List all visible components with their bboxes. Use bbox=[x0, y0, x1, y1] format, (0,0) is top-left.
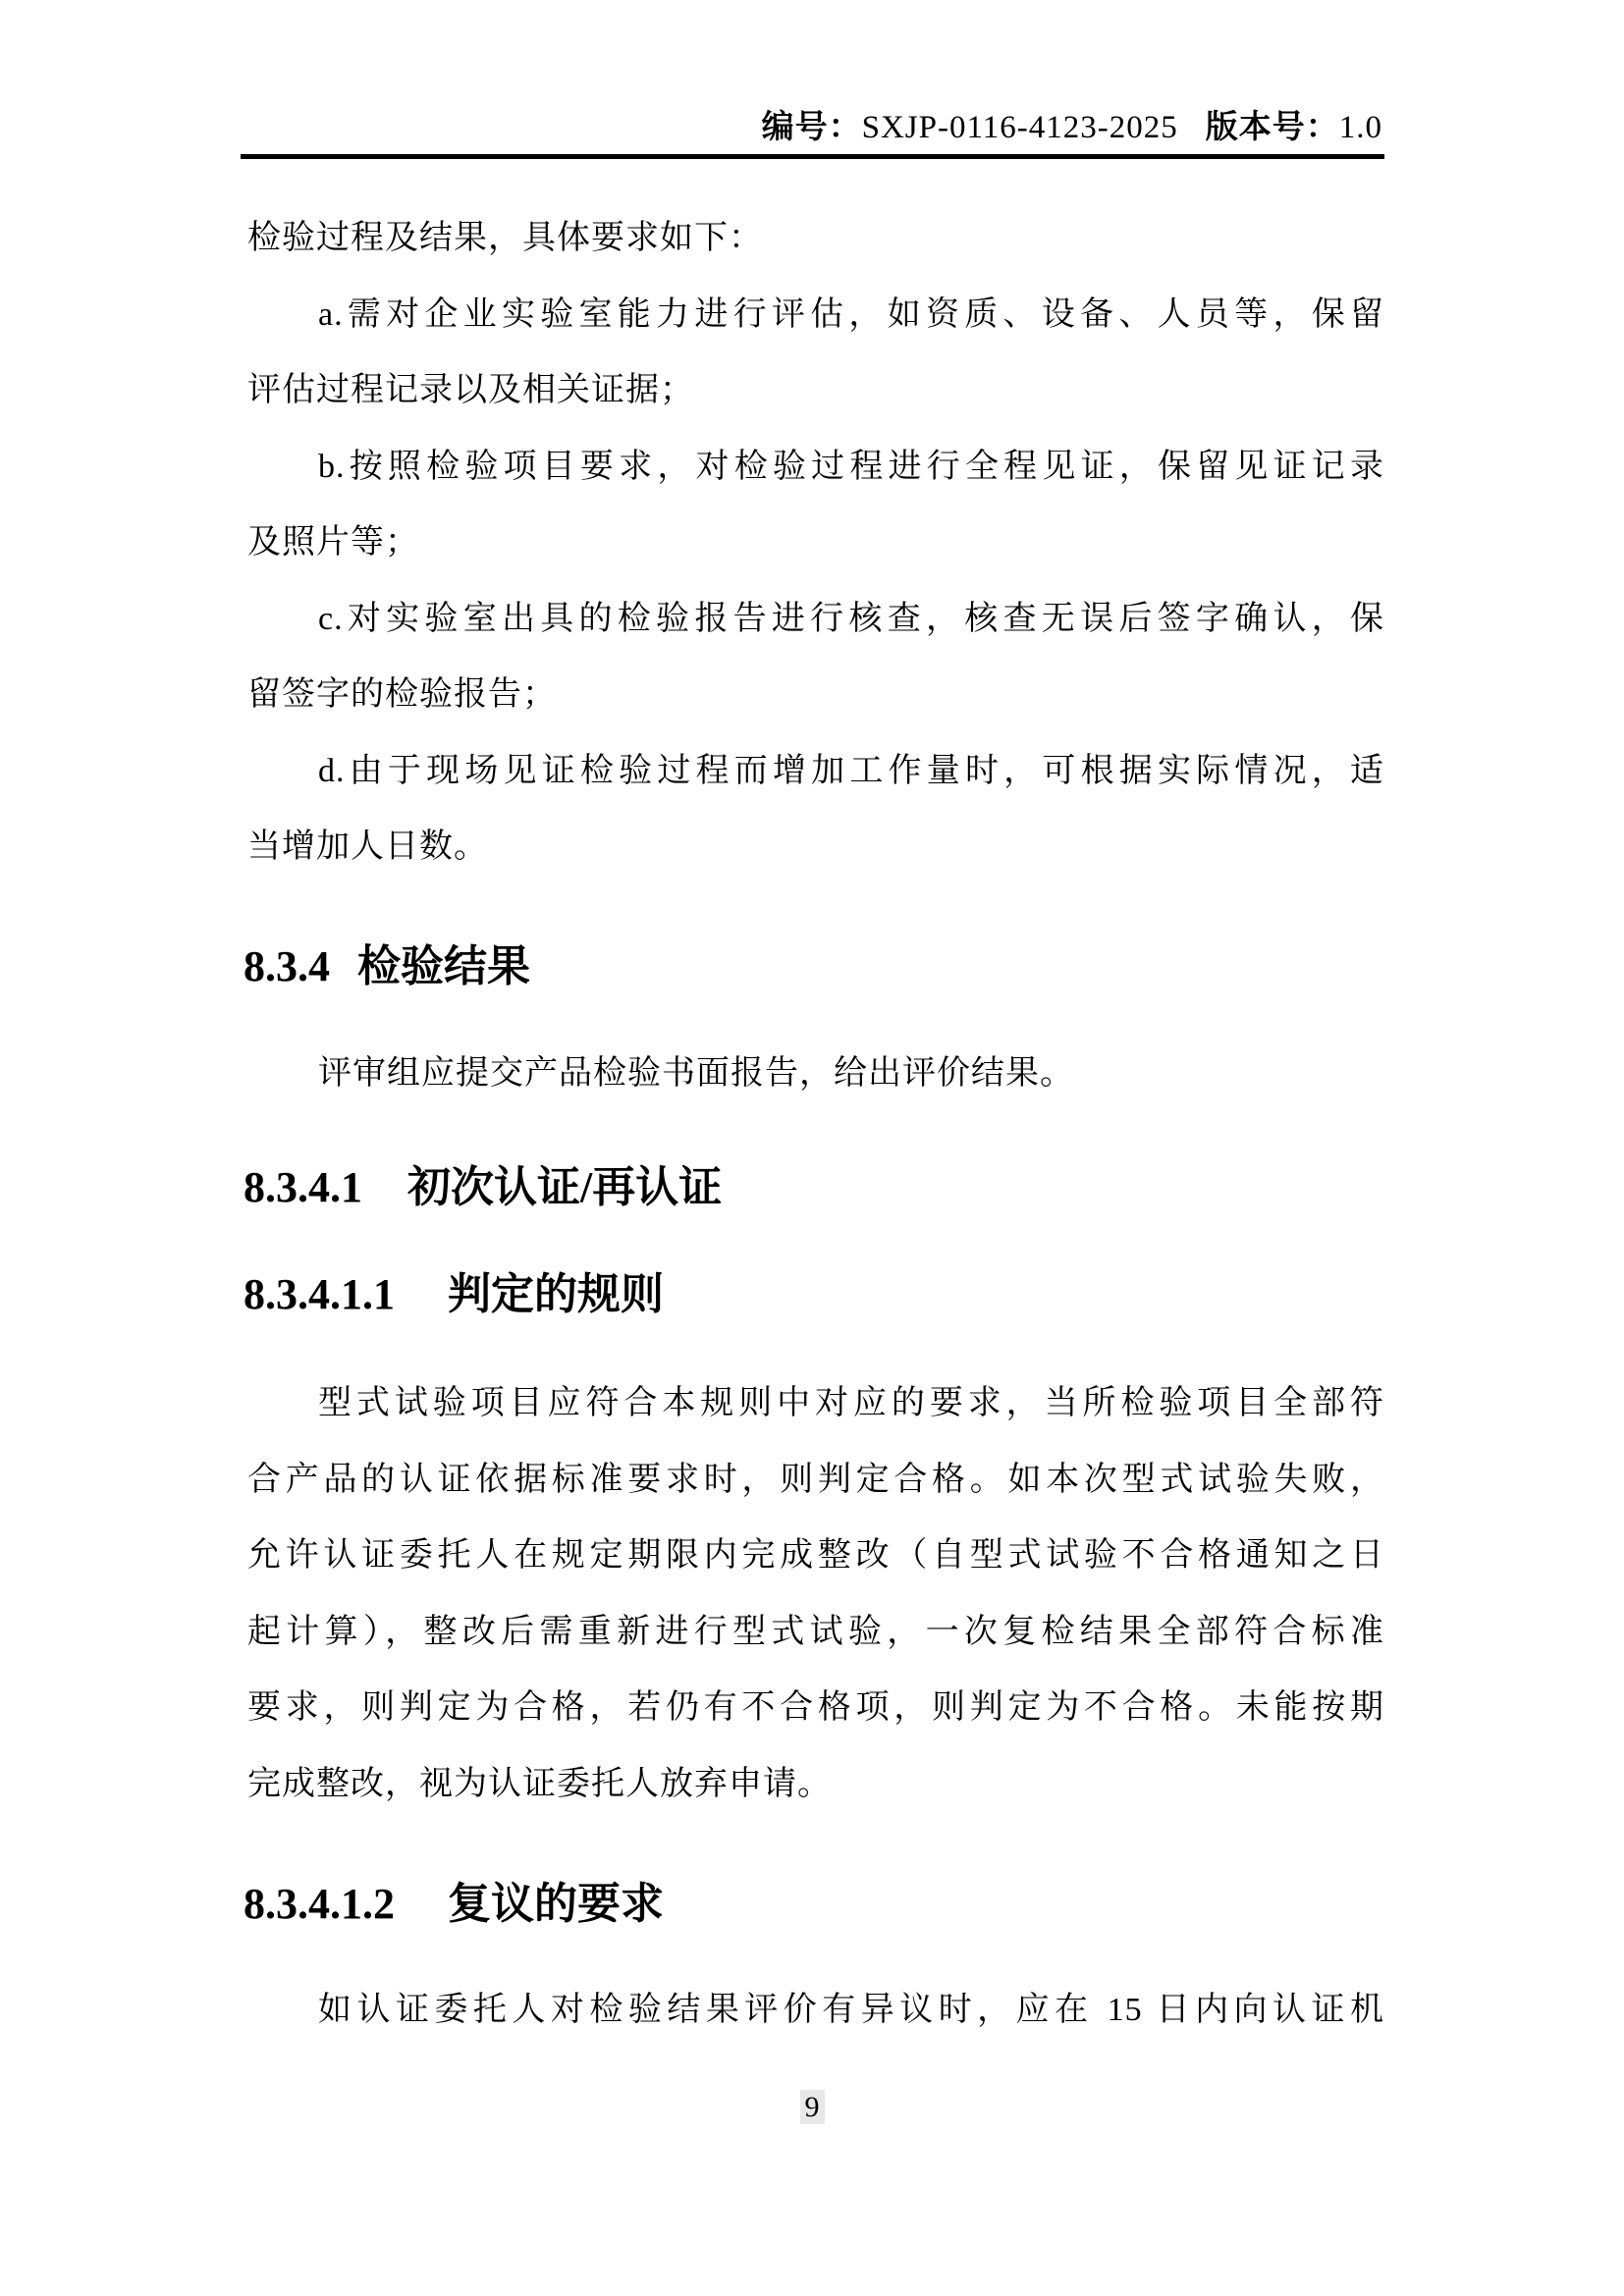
version-value: 1.0 bbox=[1338, 110, 1382, 145]
section-heading-8-3-4-1-2 bbox=[244, 1866, 1382, 1943]
body-line: 要求，则判定为合格，若仍有不合格项，则判定为不合格。未能按期 bbox=[247, 1689, 1384, 1726]
heading-number: 8.3.4.1.1 bbox=[244, 1270, 395, 1318]
body-line: b.按照检验项目要求，对检验过程进行全程见证，保留见证记录 bbox=[318, 449, 1384, 485]
body-line: c.对实验室出具的检验报告进行核查，核查无误后签字确认，保 bbox=[318, 601, 1384, 637]
page-footer bbox=[0, 2087, 1624, 2128]
heading-number: 8.3.4.1 bbox=[244, 1163, 362, 1211]
header-divider-rule bbox=[241, 154, 1384, 159]
body-line: 评估过程记录以及相关证据； bbox=[247, 372, 694, 408]
doc-number-label: 编号： bbox=[761, 110, 862, 145]
section-heading-8-3-4-1-1 bbox=[244, 1256, 1382, 1333]
body-line: 检验过程及结果，具体要求如下： bbox=[247, 220, 763, 256]
body-line: a.需对企业实验室能力进行评估，如资质、设备、人员等，保留 bbox=[318, 296, 1384, 333]
heading-number: 8.3.4.1.2 bbox=[244, 1880, 395, 1928]
body-line: 及照片等； bbox=[247, 524, 419, 561]
doc-number-value: SXJP-0116-4123-2025 bbox=[861, 110, 1178, 145]
heading-title: 复议的要求 bbox=[448, 1880, 664, 1928]
body-line: 留签字的检验报告； bbox=[247, 676, 557, 713]
heading-title: 检验结果 bbox=[357, 942, 530, 990]
body-line: 当增加人日数。 bbox=[247, 828, 488, 865]
section-heading-8-3-4-1 bbox=[244, 1149, 1382, 1226]
version-label: 版本号： bbox=[1205, 110, 1339, 145]
heading-number: 8.3.4 bbox=[244, 942, 330, 990]
body-line: 合产品的认证依据标准要求时，则判定合格。如本次型式试验失败， bbox=[247, 1462, 1384, 1498]
body-line: 如认证委托人对检验结果评价有异议时，应在 15 日内向认证机 bbox=[318, 1992, 1384, 2028]
section-heading-8-3-4 bbox=[244, 929, 1382, 1005]
heading-title: 判定的规则 bbox=[448, 1270, 664, 1318]
heading-title: 初次认证/再认证 bbox=[407, 1163, 723, 1211]
page-header bbox=[241, 103, 1382, 152]
body-line: 起计算），整改后需重新进行型式试验，一次复检结果全部符合标准 bbox=[247, 1614, 1384, 1650]
body-line: 评审组应提交产品检验书面报告，给出评价结果。 bbox=[318, 1055, 1074, 1092]
body-line: 型式试验项目应符合本规则中对应的要求，当所检验项目全部符 bbox=[318, 1385, 1384, 1421]
body-line: d.由于现场见证检验过程而增加工作量时，可根据实际情况，适 bbox=[318, 753, 1384, 789]
body-line: 允许认证委托人在规定期限内完成整改（自型式试验不合格通知之日 bbox=[247, 1537, 1384, 1574]
page-number: 9 bbox=[800, 2090, 825, 2124]
body-line: 完成整改，视为认证委托人放弃申请。 bbox=[247, 1766, 832, 1802]
